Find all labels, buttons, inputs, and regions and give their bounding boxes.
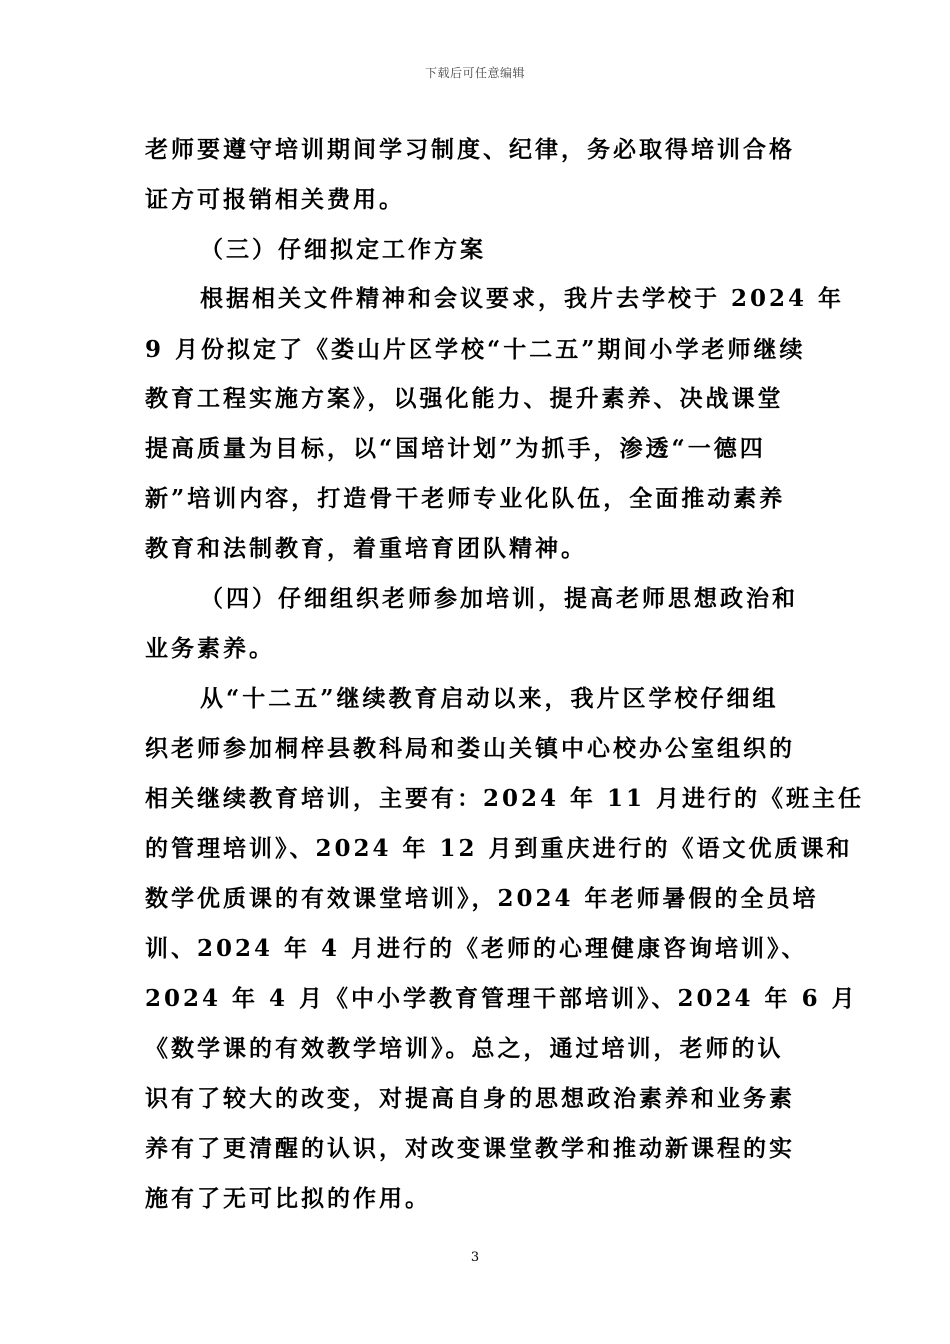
- text-line: 数学优质课的有效课堂培训》，2024 年老师暑假的全员培: [145, 885, 819, 912]
- text-line: 养有了更清醒的认识，对改变课堂教学和推动新课程的实: [145, 1135, 795, 1162]
- text-line: 训、2024 年 4 月进行的《老师的心理健康咨询培训》、: [145, 935, 808, 962]
- text-line: 织老师参加桐梓县教科局和娄山关镇中心校办公室组织的: [145, 735, 795, 762]
- text-line: 教育工程实施方案》，以强化能力、提升素养、决战课堂: [145, 385, 784, 412]
- text-line: 提高质量为目标，以“国培计划”为抓手，渗透“一德四: [145, 435, 766, 462]
- text-line: 《数学课的有效教学培训》。总之，通过培训，老师的认: [145, 1035, 784, 1062]
- section-heading-3: （三）仔细拟定工作方案: [200, 236, 486, 263]
- text-line: 业务素养。: [145, 635, 275, 662]
- text-line: 从“十二五”继续教育启动以来，我片区学校仔细组: [200, 685, 779, 712]
- page-header-note: 下载后可任意编辑: [424, 66, 525, 80]
- text-line: 施有了无可比拟的作用。: [145, 1185, 431, 1212]
- text-line: 9 月份拟定了《娄山片区学校“十二五”期间小学老师继续: [145, 336, 806, 363]
- text-line: 教育和法制教育，着重培育团队精神。: [145, 535, 587, 562]
- text-line: 新”培训内容，打造骨干老师专业化队伍，全面推动素养: [145, 485, 786, 512]
- text-line: 老师要遵守培训期间学习制度、纪律，务必取得培训合格: [145, 136, 795, 163]
- text-line: 根据相关文件精神和会议要求，我片去学校于 2024 年: [200, 285, 845, 312]
- text-line: 识有了较大的改变，对提高自身的思想政治素养和业务素: [145, 1085, 795, 1112]
- text-line: 证方可报销相关费用。: [145, 186, 405, 213]
- text-line: 2024 年 4 月《中小学教育管理干部培训》、2024 年 6 月: [145, 985, 858, 1012]
- text-line: 的管理培训》、2024 年 12 月到重庆进行的《语文优质课和: [145, 835, 853, 862]
- page-number: 3: [470, 1250, 480, 1265]
- section-heading-4: （四）仔细组织老师参加培训，提高老师思想政治和: [200, 585, 798, 612]
- text-line: 相关继续教育培训，主要有：2024 年 11 月进行的《班主任: [145, 785, 865, 812]
